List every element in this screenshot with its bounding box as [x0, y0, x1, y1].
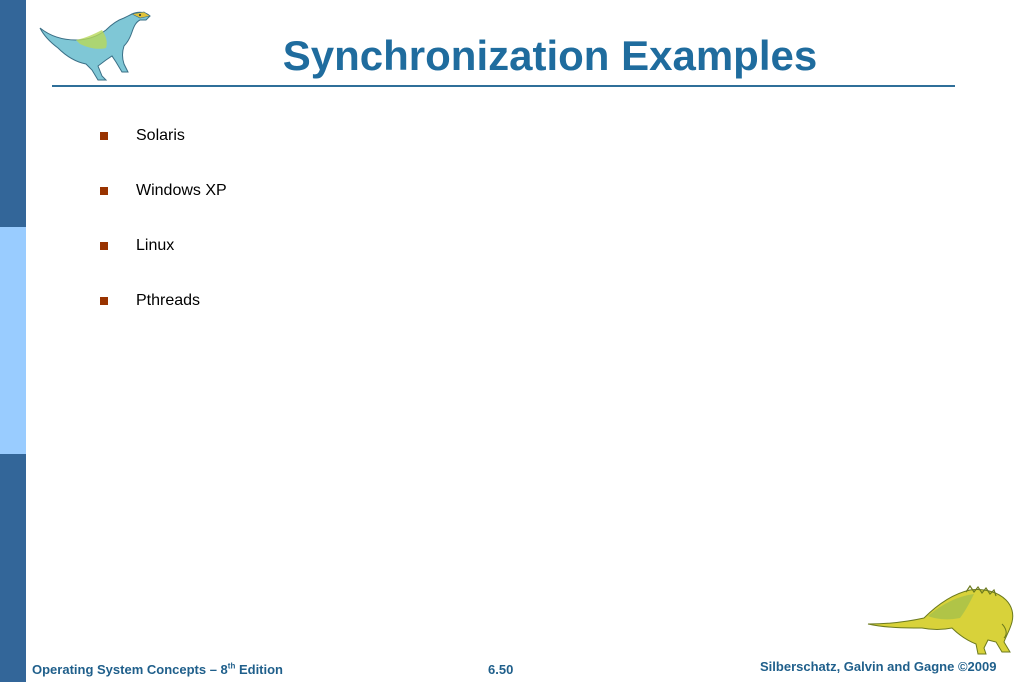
slide-title: Synchronization Examples: [282, 32, 818, 79]
bullet-square-icon: [100, 187, 108, 195]
bullet-item: [100, 126, 227, 181]
bullet-item: [100, 291, 227, 346]
sidebar-segment-bottom: [0, 454, 26, 682]
bullet-text: Solaris: [136, 127, 185, 144]
bullet-square-icon: [100, 242, 108, 250]
footer-page-number: 6.50: [488, 662, 514, 677]
footer-edition-superscript: th: [227, 661, 236, 671]
bullet-square-icon: [100, 132, 108, 140]
footer-book-title-main: Operating System Concepts – 8: [32, 662, 228, 677]
footer-book-title: [32, 662, 283, 677]
bullet-text: Pthreads: [136, 292, 201, 309]
footer-edition-label: Edition: [235, 662, 284, 677]
bullet-text: Linux: [136, 237, 175, 254]
bullet-square-icon: [100, 297, 108, 305]
bullet-item: [100, 181, 227, 236]
dinosaur-standing-icon: [36, 6, 156, 86]
footer-copyright: Silberschatz, Galvin and Gagne ©2009: [760, 659, 997, 674]
sidebar-segment-top: [0, 0, 26, 227]
bullet-item: [100, 236, 227, 291]
sidebar-segment-middle: [0, 227, 26, 454]
sidebar-bar: [0, 0, 26, 682]
bullet-text: Windows XP: [136, 182, 227, 199]
bullet-list: [100, 126, 227, 346]
title-underline: [52, 85, 955, 87]
dinosaur-crouching-icon: [866, 584, 1016, 658]
